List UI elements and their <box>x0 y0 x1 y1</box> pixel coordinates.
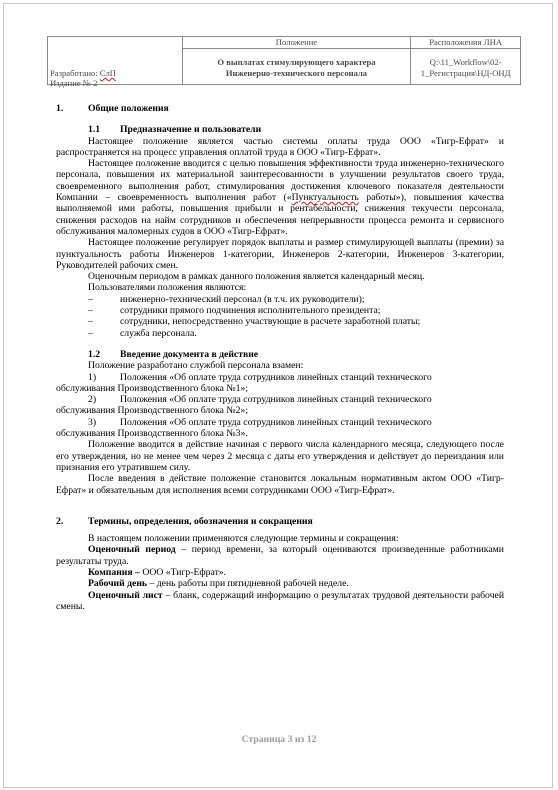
header-doc-title <box>182 49 411 85</box>
doc-path-line-2: 1_Регистрация\НД-ОНД <box>420 68 511 78</box>
page-number: 3 <box>287 734 293 745</box>
list-item: – сотрудники, непосредственно участвующие в расчете заработной платы; <box>88 316 421 328</box>
developer-prefix: Разработано: <box>50 68 100 78</box>
header-doc-path <box>411 49 521 85</box>
numbered-item: 3) Положения «Об оплате труда сотрудников линейных станций технического обслуживания Производственного блока №3». <box>56 416 432 440</box>
subsection-1-1-heading <box>56 124 504 135</box>
subsection-title: Предназначение и пользователи <box>120 124 262 136</box>
document-header-table <box>47 36 521 85</box>
subsection-number: 1.1 <box>88 124 101 136</box>
header-location-label: Расположения ЛНА <box>411 37 521 49</box>
edition-label: Издание № 2 <box>50 78 98 88</box>
paragraph: Положение разработано службой персонала взамен: <box>88 360 304 372</box>
paragraph: Пользователями положения являются: <box>88 282 247 294</box>
list-item: – сотрудники прямого подчинения исполнительного президента; <box>88 305 381 317</box>
numbered-item: 2) Положения «Об оплате труда сотрудников линейных станций технического обслуживания Производственного блока №2»; <box>56 394 432 417</box>
section-title: Общие положения <box>88 103 169 114</box>
paragraph: Настоящее положение вводится с целью повышения эффективности труда инженерно-технического персонала, повышения их материальной заинтересованности в улучшении результатов своего труда, своевременного выполнения работ, стимулирования достижения ключевого показателя деятельности Компании – своевременность выполнения работ («Пунктуальность работы»), повышения качества выполняемой ими работы, повышения прибыли и рентабельности, снижения текучести персонала, снижения расходов на найм сотрудников и обеспечения непрерывности процесса ремонта и сервисного обслуживания маломерных судов в ООО «Тигр-Ефрат». <box>56 158 504 237</box>
doc-title-line-1: О выплатах стимулирующего характера <box>217 57 376 67</box>
paragraph: Оценочным периодом в рамках данного положения является календарный месяц. <box>88 271 425 283</box>
numbered-item: 1) Положения «Об оплате труда сотрудников линейных станций технического обслуживания Производственного блока №1»; <box>56 371 432 394</box>
page-count: 12 <box>306 734 317 745</box>
section-2-heading <box>56 516 504 527</box>
paragraph: Настоящее положение является частью системы оплаты труда ООО «Тигр-Ефрат» и распространяется на процесс управления оплатой труда в ООО «Тигр-Ефрат». <box>56 135 504 158</box>
page-footer: Страница 3 из 12 <box>241 734 317 745</box>
list-item: – инженерно-технический персонал (в т.ч. их руководители); <box>88 293 365 305</box>
developer-name: СлП <box>99 68 116 78</box>
term-definition: Компания – ООО «Тигр-Ефрат». <box>88 566 227 578</box>
page-label: Страница <box>241 734 288 745</box>
subsection-title: Введение документа в действие <box>120 348 259 360</box>
paragraph: После введения в действие положение становится локальным нормативным актом ООО «Тигр-Ефрат» и обязательным для исполнения всеми сотрудниками ООО «Тигр-Ефрат». <box>56 473 504 496</box>
term-definition: Оценочный период – период времени, за который оцениваются произведенные работниками результаты труда. <box>56 544 504 567</box>
term-definition: Рабочий день – день работы при пятидневной рабочей неделе. <box>88 578 349 590</box>
section-number: 2. <box>56 515 64 527</box>
list-item: – служба персонала. <box>88 327 197 339</box>
subsection-number: 1.2 <box>88 348 101 360</box>
spellcheck-word: Пунктуальность <box>291 192 359 204</box>
term-definition: Оценочный лист – бланк, содержащий информацию о результатах трудовой деятельности рабочей смены. <box>56 589 505 612</box>
section-1-heading <box>56 103 504 114</box>
developer-info <box>50 68 116 88</box>
document-body <box>56 103 504 612</box>
header-type-label: Положение <box>182 37 411 49</box>
section-title: Термины, определения, обозначения и сокращения <box>88 515 313 527</box>
paragraph: Положение вводится в действие начиная с первого числа календарного месяца, следующего после его утверждения, но не менее чем через 2 месяца с даты его утверждения и действует до переиздания или признания его утратившем силу. <box>56 439 504 473</box>
section-number: 1. <box>56 103 64 114</box>
doc-title-line-2: Инженерно-технического персонала <box>225 68 368 78</box>
doc-path-line-1: Q:\11_Workflow\02- <box>429 57 502 67</box>
paragraph: В настоящем положении применяются следующие термины и сокращения: <box>88 533 399 545</box>
paragraph: Настоящее положение регулирует порядок выплаты и размер стимулирующей выплаты (премии) за пунктуальность работы Инженеров 1-категории, Инженеров 2-категории, Инженеров 3-категории, Руководителей рабочих смен. <box>56 237 504 271</box>
subsection-1-2-heading <box>56 349 504 360</box>
